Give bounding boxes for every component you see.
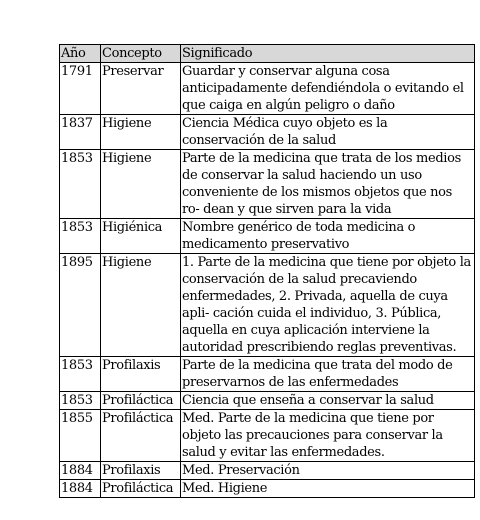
header-row [60, 45, 475, 63]
table-row [60, 150, 475, 219]
row-year: 1853 [60, 150, 101, 219]
row-concept: Profiláctica [101, 410, 181, 462]
row-year: 1895 [60, 254, 101, 357]
header-year: Año [60, 45, 101, 63]
table-row [60, 115, 475, 150]
row-year: 1791 [60, 63, 101, 115]
row-concept: Higiene [101, 150, 181, 219]
row-year: 1884 [60, 462, 101, 480]
row-concept: Profiláctica [101, 392, 181, 410]
row-meaning: Ciencia Médica cuyo objeto es la conservación de la salud [181, 115, 475, 150]
table-row [60, 462, 475, 480]
header-concept: Concepto [101, 45, 181, 63]
table-body [60, 63, 475, 498]
row-year: 1884 [60, 480, 101, 498]
definitions-table [59, 44, 475, 498]
row-meaning: Nombre genérico de toda medicina o medicamento preservativo [181, 219, 475, 254]
row-meaning: 1. Parte de la medicina que tiene por objeto la conservación de la salud precaviendo enfermedades, 2. Privada, aquella de cuya apli- cación cuida el individuo, 3. Pública, aquella en cuya aplicación interviene la autoridad prescribiendo reglas preventivas. [181, 254, 475, 357]
row-year: 1855 [60, 410, 101, 462]
table-row [60, 357, 475, 392]
row-concept: Higiene [101, 254, 181, 357]
row-year: 1853 [60, 357, 101, 392]
row-meaning: Med. Parte de la medicina que tiene por objeto las precauciones para conservar la salud y evitar las enfermedades. [181, 410, 475, 462]
row-concept: Profilaxis [101, 357, 181, 392]
table-row [60, 63, 475, 115]
table-row [60, 254, 475, 357]
row-meaning: Parte de la medicina que trata de los medios de conservar la salud haciendo un uso conveniente de los mismos objetos que nos ro- dean y que sirven para la vida [181, 150, 475, 219]
table-row [60, 480, 475, 498]
row-year: 1853 [60, 392, 101, 410]
row-concept: Preservar [101, 63, 181, 115]
row-meaning: Guardar y conservar alguna cosa anticipadamente defendiéndola o evitando el que caiga en algún peligro o daño [181, 63, 475, 115]
row-meaning: Ciencia que enseña a conservar la salud [181, 392, 475, 410]
row-concept: Profilaxis [101, 462, 181, 480]
row-meaning: Med. Higiene [181, 480, 475, 498]
row-year: 1853 [60, 219, 101, 254]
row-concept: Higiénica [101, 219, 181, 254]
row-concept: Higiene [101, 115, 181, 150]
row-concept: Profiláctica [101, 480, 181, 498]
row-meaning: Med. Preservación [181, 462, 475, 480]
table-row [60, 392, 475, 410]
table-row [60, 410, 475, 462]
table-row [60, 219, 475, 254]
table-header [60, 45, 475, 63]
row-meaning: Parte de la medicina que trata del modo de preservarnos de las enfermedades [181, 357, 475, 392]
header-meaning: Significado [181, 45, 475, 63]
row-year: 1837 [60, 115, 101, 150]
